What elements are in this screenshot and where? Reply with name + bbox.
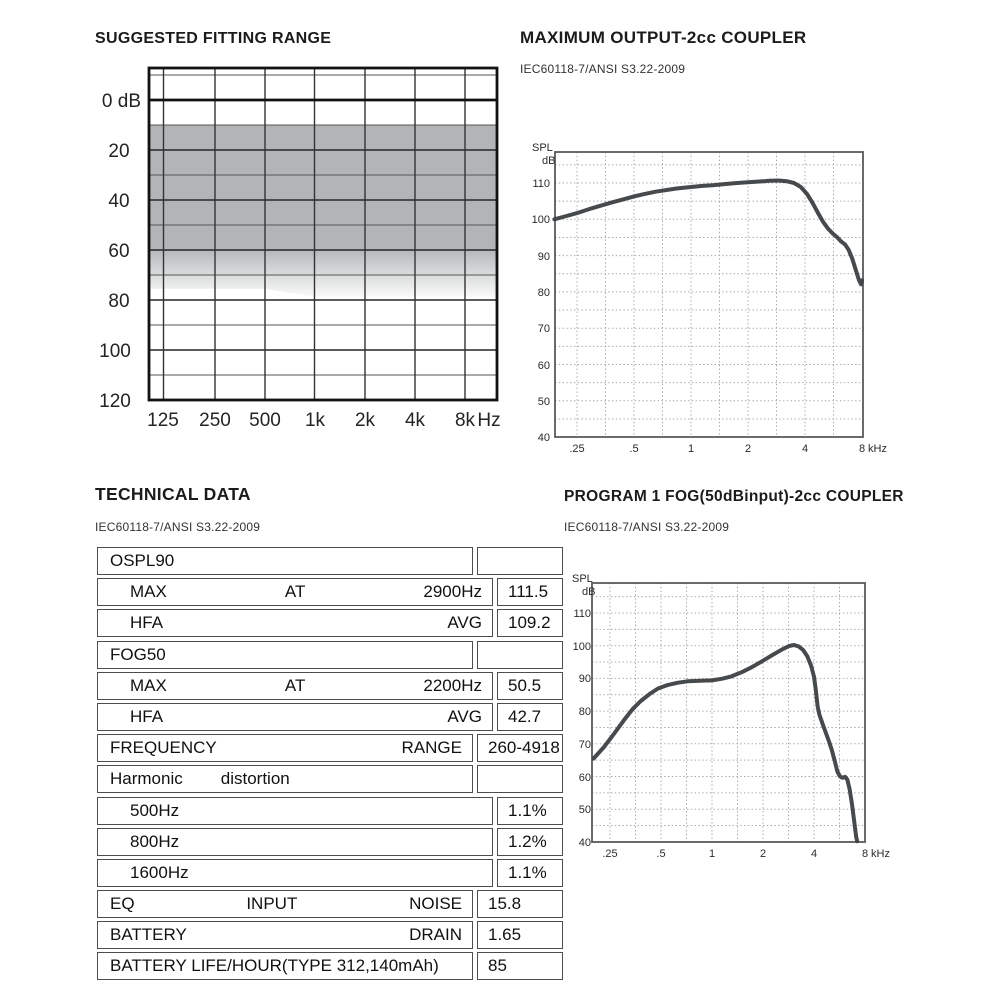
value-text: 42.7	[508, 706, 542, 726]
value-text: 260-4918	[488, 738, 560, 758]
table-cell-value	[497, 859, 563, 887]
program1-subtitle: IEC60118-7/ANSI S3.22-2009	[564, 520, 730, 534]
program1-x-ticks	[602, 848, 890, 860]
table-cell-value	[497, 797, 563, 825]
y-tick-label: 70	[578, 739, 591, 751]
y-tick-label: 80	[537, 287, 550, 299]
axis-unit-label: kHz	[868, 443, 887, 455]
x-tick-label: 4k	[404, 410, 426, 431]
table-cell-label	[97, 734, 473, 762]
table-cell-value	[477, 952, 563, 980]
table-cell-text: AVG	[447, 613, 482, 633]
max-output-y-ticks	[532, 178, 550, 444]
table-cell-label	[97, 859, 493, 887]
x-tick-label: .25	[602, 848, 618, 860]
y-tick-label: 100	[531, 214, 550, 226]
table-cell-text: DRAIN	[409, 925, 462, 945]
table-cell-text: OSPL90	[110, 551, 175, 570]
chart-frame	[592, 583, 865, 842]
x-tick-label: 250	[199, 410, 231, 431]
program1-title: PROGRAM 1 FOG(50dBinput)-2cc COUPLER	[564, 488, 904, 505]
technical-data-subtitle: IEC60118-7/ANSI S3.22-2009	[95, 520, 261, 534]
x-tick-label: .25	[569, 443, 585, 455]
table-row	[97, 859, 563, 887]
table-cell-label	[97, 952, 473, 980]
axis-unit-label: kHz	[871, 848, 890, 860]
table-cell-text: BATTERY	[110, 925, 187, 945]
table-cell-text: 500Hz	[130, 800, 180, 820]
table-row	[97, 672, 563, 700]
fitting-range-x-axis	[147, 410, 500, 431]
program1-chart	[560, 568, 920, 868]
x-tick-label: 1	[708, 848, 716, 860]
table-row	[97, 547, 563, 575]
table-cell-value	[477, 890, 563, 918]
technical-data-table	[97, 547, 563, 984]
y-tick-label: 0 dB	[101, 91, 141, 112]
table-cell-text: 2200Hz	[423, 675, 482, 695]
fitting-range-chart	[85, 60, 520, 438]
table-cell-text: NOISE	[409, 894, 462, 914]
table-cell-value	[497, 578, 563, 606]
table-cell-text: HFA	[130, 706, 164, 726]
chart-frame	[555, 152, 863, 437]
y-tick-label: 60	[108, 241, 130, 262]
value-text: 111.5	[508, 582, 549, 602]
y-tick-label: 90	[578, 673, 591, 685]
value-text: 85	[488, 956, 507, 976]
table-cell-value	[477, 641, 563, 669]
x-tick-label: 1	[687, 443, 695, 455]
x-tick-label: 4	[801, 443, 809, 455]
program1-grid	[592, 583, 865, 842]
y-tick-label: 100	[99, 341, 131, 362]
table-row	[97, 797, 563, 825]
value-text: 1.65	[488, 925, 522, 945]
x-tick-label: 8	[858, 443, 866, 455]
x-tick-label: 2k	[354, 410, 376, 431]
table-cell-text: BATTERY LIFE/HOUR(TYPE 312,140mAh)	[110, 956, 439, 976]
y-tick-label: 50	[537, 396, 550, 408]
value-text: 50.5	[508, 675, 542, 695]
value-text: 1.2%	[508, 831, 547, 851]
table-cell-label	[97, 609, 493, 637]
table-cell-text: FOG50	[110, 644, 166, 664]
table-cell-text: RANGE	[401, 738, 462, 758]
table-row	[97, 890, 563, 918]
x-tick-label: 500	[249, 410, 281, 431]
table-cell-text: AT	[284, 675, 306, 695]
x-tick-label: 4	[810, 848, 818, 860]
table-row	[97, 734, 563, 762]
table-cell-value	[477, 765, 563, 793]
fitting-range-area	[150, 125, 497, 300]
x-tick-label: 8k	[454, 410, 476, 431]
table-row	[97, 578, 563, 606]
table-cell-label	[97, 765, 473, 793]
technical-data-title: TECHNICAL DATA	[95, 484, 251, 504]
max-output-x-ticks	[569, 443, 887, 455]
axis-unit-label: Hz	[477, 410, 501, 431]
table-cell-value	[497, 703, 563, 731]
table-cell-label	[97, 828, 493, 856]
y-tick-label: 110	[532, 178, 550, 190]
value-text: 1.1%	[508, 862, 547, 882]
db-label: dB	[542, 155, 556, 167]
y-tick-label: 80	[578, 706, 591, 718]
program1-curve	[594, 645, 858, 841]
spl-db-axis-label	[572, 573, 595, 598]
value-text: 15.8	[488, 894, 522, 914]
table-cell-label	[97, 547, 473, 575]
value-text: 109.2	[508, 613, 551, 633]
table-cell-label	[97, 921, 473, 949]
table-cell-text: HFA	[130, 613, 164, 633]
table-cell-text: 800Hz	[130, 831, 180, 851]
y-tick-label: 40	[108, 191, 130, 212]
table-row	[97, 703, 563, 731]
y-tick-label: 20	[108, 141, 130, 162]
max-output-curve	[554, 181, 862, 285]
table-row	[97, 641, 563, 669]
table-cell-label	[97, 890, 473, 918]
fitting-range-title: SUGGESTED FITTING RANGE	[95, 30, 332, 47]
table-cell-value	[497, 828, 563, 856]
table-cell-value	[477, 734, 563, 762]
table-cell-label	[97, 703, 493, 731]
x-tick-label: 125	[147, 410, 179, 431]
x-tick-label: 2	[744, 443, 752, 455]
spl-label: SPL	[532, 142, 553, 154]
table-cell-value	[477, 921, 563, 949]
table-cell-text: 1600Hz	[130, 862, 189, 882]
y-tick-label: 40	[537, 432, 550, 444]
table-cell-label	[97, 641, 473, 669]
max-output-chart	[520, 138, 920, 463]
max-output-grid	[555, 152, 863, 437]
table-row	[97, 609, 563, 637]
max-output-title: MAXIMUM OUTPUT-2cc COUPLER	[520, 28, 807, 47]
table-cell-value	[497, 609, 563, 637]
table-row	[97, 828, 563, 856]
y-tick-label: 80	[108, 291, 130, 312]
y-tick-label: 60	[537, 360, 550, 372]
y-tick-label: 110	[573, 608, 591, 620]
table-row	[97, 765, 563, 793]
x-tick-label: 1k	[304, 410, 326, 431]
y-tick-label: 40	[578, 837, 591, 849]
x-tick-label: .5	[629, 443, 639, 455]
table-cell-text: EQ	[110, 894, 135, 914]
table-cell-label	[97, 672, 493, 700]
table-cell-value	[477, 547, 563, 575]
y-tick-label: 50	[578, 804, 591, 816]
table-cell-text: MAX	[130, 675, 167, 695]
table-cell-text: INPUT	[246, 894, 298, 914]
table-cell-value	[497, 672, 563, 700]
y-tick-label: 70	[537, 323, 550, 335]
table-cell-text: FREQUENCY	[110, 738, 217, 758]
table-cell-text: distortion	[220, 769, 290, 789]
x-tick-label: .5	[656, 848, 666, 860]
table-cell-text: AT	[284, 582, 306, 602]
y-tick-label: 120	[99, 391, 131, 412]
table-cell-text: 2900Hz	[423, 582, 482, 602]
table-row	[97, 952, 563, 980]
x-tick-label: 2	[759, 848, 767, 860]
spl-db-axis-label	[532, 142, 555, 167]
y-tick-label: 100	[572, 641, 591, 653]
y-tick-label: 60	[578, 772, 591, 784]
max-output-subtitle: IEC60118-7/ANSI S3.22-2009	[520, 62, 686, 76]
db-label: dB	[582, 586, 596, 598]
table-cell-label	[97, 797, 493, 825]
table-cell-text: AVG	[447, 706, 482, 726]
table-cell-text: MAX	[130, 582, 167, 602]
program1-y-ticks	[573, 608, 591, 849]
value-text: 1.1%	[508, 800, 547, 820]
table-cell-text: Harmonic	[110, 769, 183, 789]
table-cell-label	[97, 578, 493, 606]
y-tick-label: 90	[537, 251, 550, 263]
table-row	[97, 921, 563, 949]
spl-label: SPL	[572, 573, 593, 585]
fitting-range-y-axis	[99, 91, 141, 412]
x-tick-label: 8	[861, 848, 869, 860]
